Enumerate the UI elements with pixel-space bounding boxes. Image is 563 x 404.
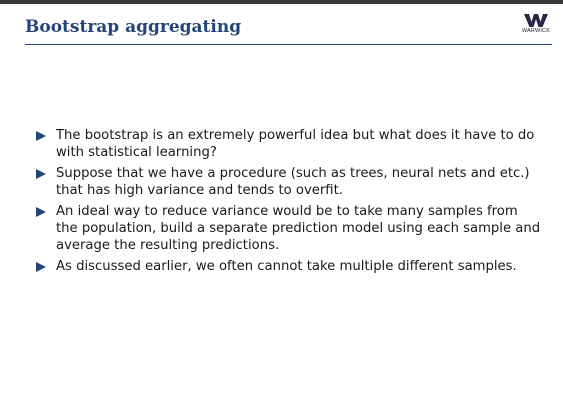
bullet-text: The bootstrap is an extremely powerful idea but what does it have to do with statistical learning? [56, 128, 535, 160]
bullet-list [36, 127, 541, 279]
triangle-bullet-icon [36, 131, 46, 141]
university-logo [518, 14, 554, 40]
bullet-text: As discussed earlier, we often cannot take multiple different samples. [56, 259, 517, 274]
bullet-item [36, 165, 541, 199]
bullet-item [36, 203, 541, 254]
bullet-item [36, 127, 541, 161]
bullet-text: Suppose that we have a procedure (such as trees, neural nets and etc.) that has high variance and tends to overfit. [56, 166, 530, 198]
slide-title: Bootstrap aggregating [25, 17, 242, 37]
logo-wordmark: WARWICK [521, 28, 551, 34]
triangle-bullet-icon [36, 169, 46, 179]
warwick-logo-icon [524, 14, 548, 27]
slide-header [0, 4, 563, 44]
triangle-bullet-icon [36, 262, 46, 272]
bullet-text: An ideal way to reduce variance would be to take many samples from the population, build a separate prediction model using each sample and average the resulting predictions. [56, 204, 541, 253]
bullet-item [36, 258, 541, 275]
triangle-bullet-icon [36, 207, 46, 217]
header-divider [25, 44, 552, 45]
